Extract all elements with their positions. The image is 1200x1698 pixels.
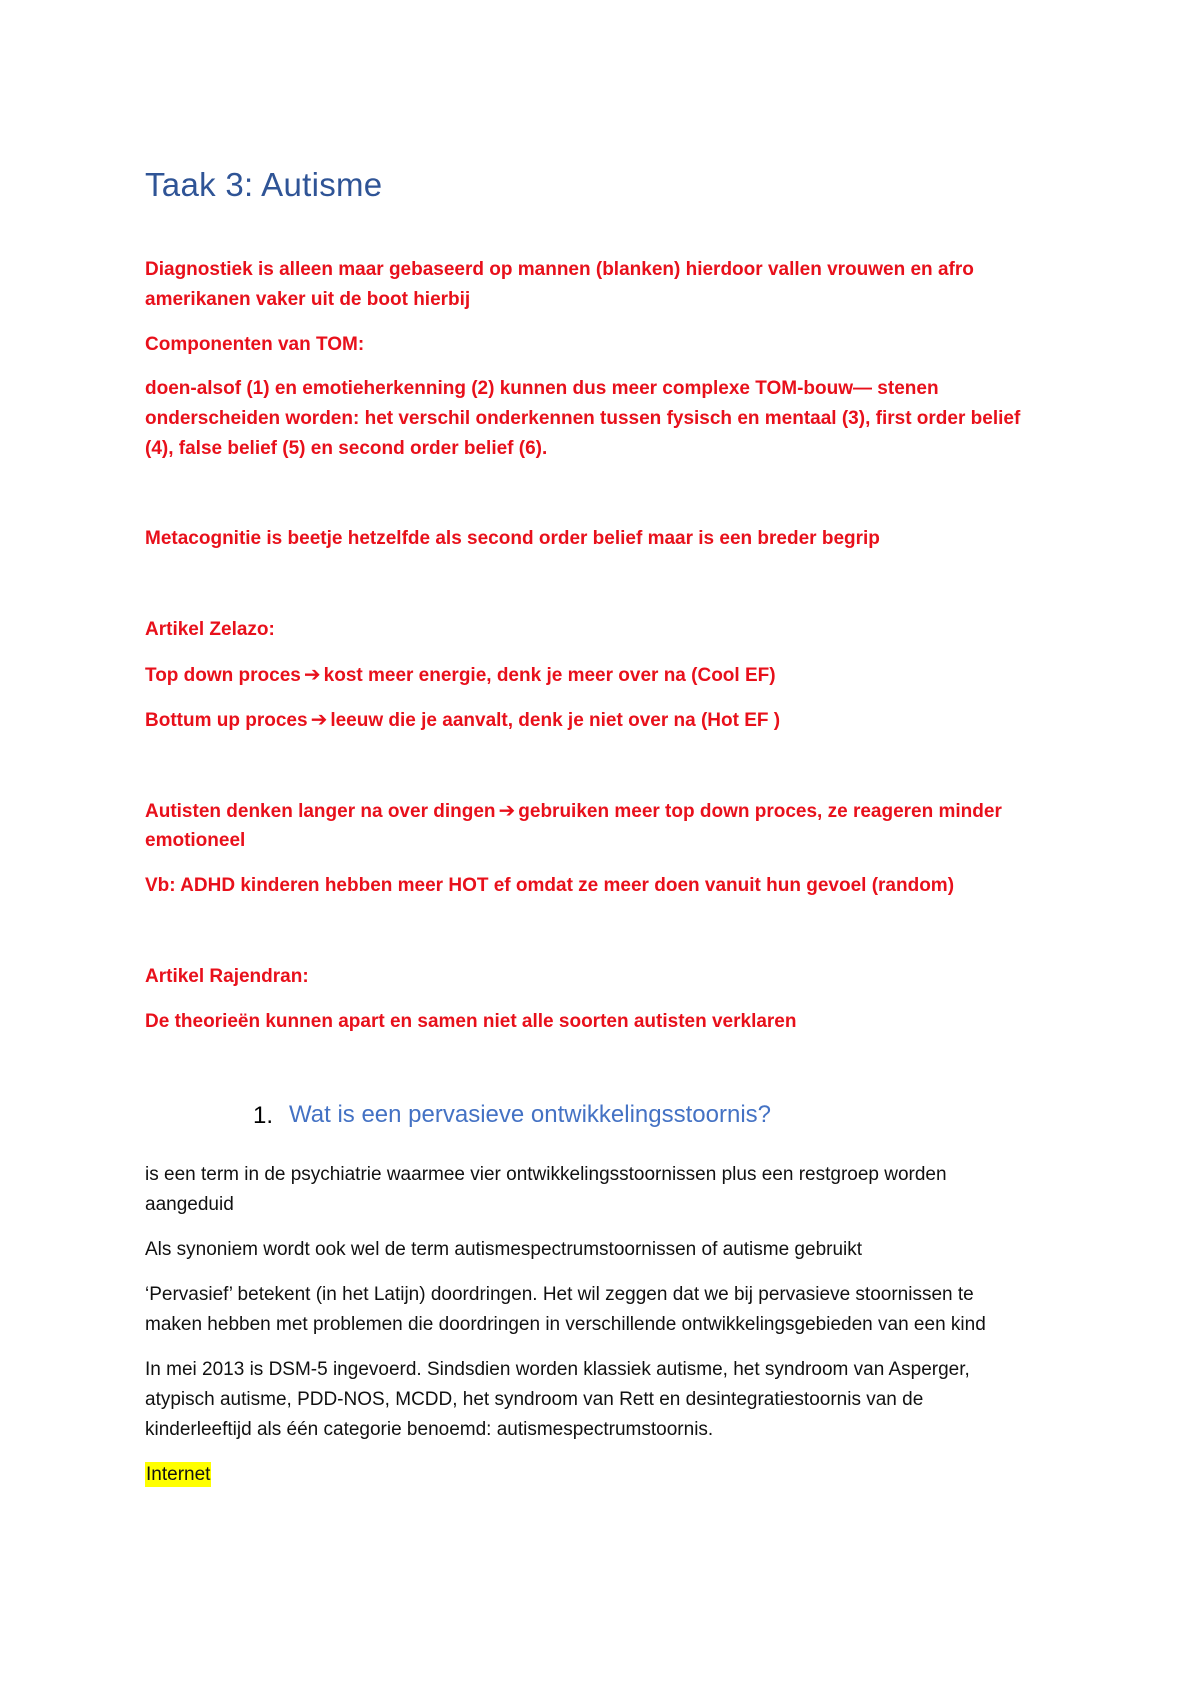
- autisten-line-2: emotioneel: [145, 830, 246, 851]
- diagnostiek-line-2: amerikanen vaker uit de boot hierbij: [145, 289, 471, 310]
- arrow-right-icon: ➔: [498, 800, 516, 822]
- tom-line-1: doen-alsof (1) en emotieherkenning (2) kunnen dus meer complexe TOM-bouw— stenen: [145, 378, 939, 399]
- tom-line-2: onderscheiden worden: het verschil onderkennen tussen fysisch en mentaal (3), first order belief: [145, 408, 1021, 429]
- answer-p4-line-1: In mei 2013 is DSM-5 ingevoerd. Sindsdien worden klassiek autisme, het syndroom van Asperger,: [145, 1359, 970, 1380]
- top-down-term: Top down proces: [145, 665, 301, 686]
- zelazo-heading: Artikel Zelazo:: [145, 619, 275, 640]
- answer-p3-line-2: maken hebben met problemen die doordringen in verschillende ontwikkelingsgebieden van een kind: [145, 1314, 986, 1335]
- tom-line-3: (4), false belief (5) en second order belief (6).: [145, 438, 548, 459]
- theorieen-note: De theorieën kunnen apart en samen niet alle soorten autisten verklaren: [145, 1011, 797, 1032]
- answer-p4-line-2: atypisch autisme, PDD-NOS, MCDD, het syndroom van Rett en desintegratiestoornis van de: [145, 1389, 924, 1410]
- autisten-explanation: gebruiken meer top down proces, ze reageren minder: [518, 801, 1002, 822]
- answer-p2: Als synoniem wordt ook wel de term autismespectrumstoornissen of autisme gebruikt: [145, 1239, 863, 1260]
- answer-p1-line-2: aangeduid: [145, 1194, 234, 1215]
- answer-p4-line-3: kinderleeftijd als één categorie benoemd: autismespectrumstoornis.: [145, 1419, 714, 1440]
- answer-p1-line-1: is een term in de psychiatrie waarmee vier ontwikkelingsstoornissen plus een restgroep worden: [145, 1164, 947, 1185]
- question-heading: Wat is een pervasieve ontwikkelingsstoornis?: [289, 1101, 772, 1128]
- autisten-line-1: [145, 796, 1002, 827]
- top-down-explanation: kost meer energie, denk je meer over na (Cool EF): [323, 665, 776, 686]
- bottom-up-term: Bottum up proces: [145, 710, 308, 731]
- bottom-up-explanation: leeuw die je aanvalt, denk je niet over na (Hot EF ): [330, 710, 781, 731]
- page-title: Taak 3: Autisme: [145, 166, 383, 203]
- arrow-right-icon: ➔: [310, 709, 328, 731]
- source-label: Internet: [146, 1464, 211, 1485]
- vb-adhd-note: Vb: ADHD kinderen hebben meer HOT ef omdat ze meer doen vanuit hun gevoel (random): [145, 875, 955, 896]
- top-down-line: [145, 660, 776, 691]
- arrow-right-icon: ➔: [303, 664, 321, 686]
- diagnostiek-line-1: Diagnostiek is alleen maar gebaseerd op mannen (blanken) hierdoor vallen vrouwen en afro: [145, 259, 974, 280]
- componenten-heading: Componenten van TOM:: [145, 334, 365, 355]
- source-line: [145, 1460, 211, 1490]
- question-number: 1.: [253, 1102, 274, 1129]
- autisten-term: Autisten denken langer na over dingen: [145, 801, 496, 822]
- answer-p3-line-1: ‘Pervasief’ betekent (in het Latijn) doordringen. Het wil zeggen dat we bij pervasieve stoornissen te: [145, 1284, 974, 1305]
- bottom-up-line: [145, 705, 780, 736]
- rajendran-heading: Artikel Rajendran:: [145, 966, 309, 987]
- metacognitie-note: Metacognitie is beetje hetzelfde als second order belief maar is een breder begrip: [145, 528, 880, 549]
